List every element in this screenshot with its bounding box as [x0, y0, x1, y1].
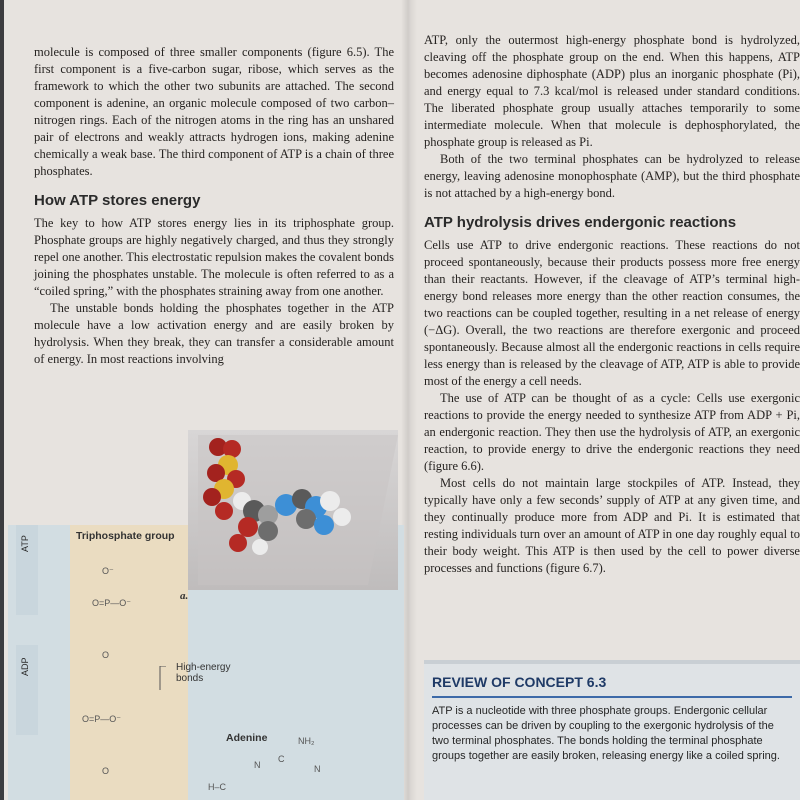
atp-space-filling-model	[198, 435, 398, 585]
review-title: REVIEW OF CONCEPT 6.3	[432, 674, 607, 690]
chem-phosphate-row-2: O=P—O⁻	[82, 714, 122, 724]
review-box	[424, 664, 800, 800]
paragraph-endergonic-reactions: Cells use ATP to drive endergonic reactions. These reactions do not proceed spontaneously, because their products possess more free energy than their reactants. However, if the cleavage of ATP’s terminal high-energy bond releases more energy than the other reaction consumes, the two reactions can be coupled together, resulting in a net release of energy (−ΔG). Overall, the two reactions are therefore exergonic and proceed spontaneously. Because almost all the endergonic reactions in cells require less energy than is released by the cleavage of ATP, ATP is able to provide most of the energy a cell needs.	[424, 238, 800, 388]
paragraph-unstable-bonds: The unstable bonds holding the phosphates together in the ATP molecule have a low activation energy and are easily broken by hydrolysis. When they break, they can transfer a considerable amount of energy. In most reactions involving	[34, 301, 394, 366]
chem-nitrogen-1: N	[254, 760, 261, 770]
paragraph-atp-hydrolyzed: ATP, only the outermost high-energy phosphate bond is hydrolyzed, cleaving off the phosphate group on the end. When this happens, ATP becomes adenosine diphosphate (ADP) plus an inorganic phosphate (Pi), and energy equal to 7.3 kcal/mol is released under standard conditions. The liberated phosphate group usually attaches temporarily to some intermediate molecule. When that molecule is dephosphorylated, the phosphate group is released as Pi.	[424, 33, 800, 149]
section-heading-atp-hydrolysis: ATP hydrolysis drives endergonic reactions	[424, 214, 737, 231]
adp-strip-label: ADP	[20, 657, 30, 676]
chem-nitrogen-2: N	[314, 764, 321, 774]
chem-phosphate-row-1: O=P—O⁻	[92, 598, 132, 608]
chem-hc: H–C	[208, 782, 227, 792]
review-text: ATP is a nucleotide with three phosphate groups. Endergonic cellular processes can be driven by coupling to the exergonic hydrolysis of the two terminal phosphates. The bonds holding the terminal phosphate groups together are easily broken, releasing energy like a coiled spring.	[432, 705, 780, 762]
right-column	[424, 32, 800, 577]
chem-nh2: NH₂	[298, 736, 315, 746]
adenine-label: Adenine	[226, 732, 268, 744]
intro-paragraph: molecule is composed of three smaller components (figure 6.5). The first component is a five-carbon sugar, ribose, which serves as the framework to which the other two subunits are attached. The second component is adenine, an organic molecule composed of two carbon–nitrogen rings. Each of the nitrogen atoms in the ring has an unshared pair of electrons and weakly attracts hydrogen ions, making adenine chemically a weak base. The third component of ATP is a chain of three phosphates.	[34, 45, 394, 178]
review-rule	[432, 696, 792, 698]
paragraph-atp-stockpiles: Most cells do not maintain large stockpiles of ATP. Instead, they typically have only a few seconds’ supply of ATP at any given time, and they continually produce more from ADP and Pi. It is estimated that resting individuals turn over an amount of ATP in one day roughly equal to their body weight. This ATP is then used by the cell to power diverse processes and functions (figure 6.7).	[424, 476, 800, 575]
atp-strip-label: ATP	[20, 535, 30, 552]
chem-carbon: C	[278, 754, 285, 764]
part-a-label: a.	[180, 590, 189, 602]
textbook-page	[4, 0, 800, 800]
bond-bracket	[158, 666, 178, 696]
paragraph-terminal-phosphates: Both of the two terminal phosphates can be hydrolyzed to release energy, leaving adenosine monophosphate (AMP), but the third phosphate is not attached by a high-energy bond.	[424, 152, 800, 200]
section-heading-atp-stores-energy: How ATP stores energy	[34, 192, 201, 209]
high-energy-bonds-label: High-energy bonds	[176, 662, 231, 684]
chem-oxygen-2: O	[102, 650, 110, 660]
figure-tan-panel	[70, 525, 188, 800]
chem-oxygen-top: O⁻	[102, 566, 114, 576]
triphosphate-group-label: Triphosphate group	[76, 530, 175, 542]
paragraph-key-to-atp: The key to how ATP stores energy lies in its triphosphate group. Phosphate groups are highly negatively charged, and thus they strongly repel one another. This electrostatic repulsion makes the covalent bonds joining the phosphates unstable. The molecule is often referred to as a “coiled spring,” with the phosphates straining away from one another.	[34, 216, 394, 298]
chem-oxygen-3: O	[102, 766, 110, 776]
atp-figure	[8, 430, 404, 800]
paragraph-atp-cycle: The use of ATP can be thought of as a cycle: Cells use exergonic reactions to provide the energy needed to synthesize ATP from ADP + Pi, an endergonic reaction. They then use the hydrolysis of ATP, an exergonic reaction, to provide energy to drive the endergonic reactions they need (figure 6.6).	[424, 391, 800, 473]
left-column	[34, 44, 394, 368]
